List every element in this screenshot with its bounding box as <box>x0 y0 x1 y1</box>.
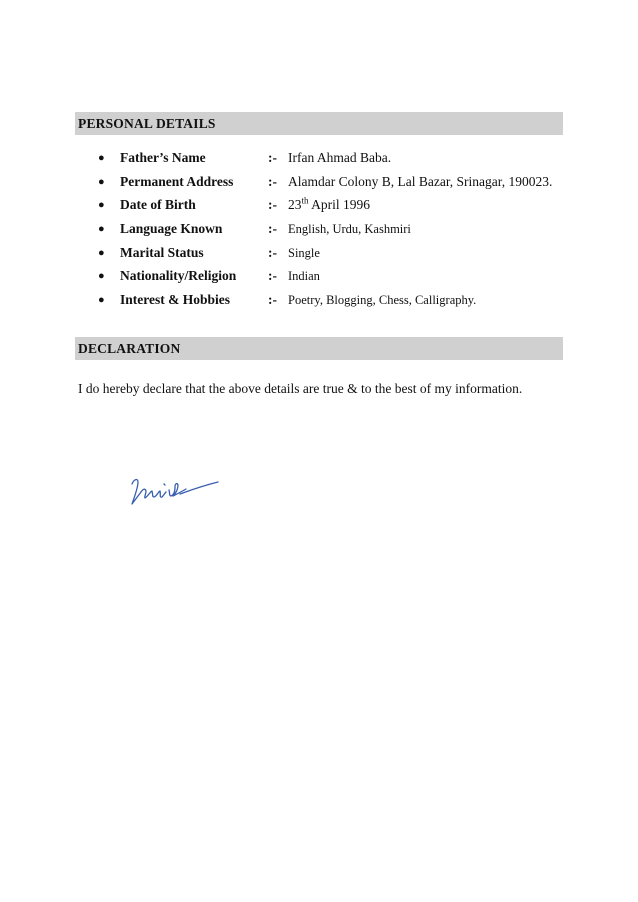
detail-row-permanent-address <box>98 172 568 196</box>
personal-details-list <box>98 148 568 314</box>
detail-label: Father’s Name <box>120 150 206 165</box>
detail-value: Alamdar Colony B, Lal Bazar, Srinagar, 190023. <box>288 173 553 189</box>
bullet-icon: ● <box>98 223 105 236</box>
detail-row-date-of-birth <box>98 195 568 219</box>
dob-rest: April 1996 <box>308 197 371 213</box>
declaration-heading: DECLARATION <box>75 337 563 360</box>
detail-separator: :- <box>268 197 277 213</box>
bullet-icon: ● <box>98 246 105 259</box>
detail-value: Single <box>288 245 320 260</box>
bullet-icon: ● <box>98 175 105 188</box>
personal-details-heading: PERSONAL DETAILS <box>75 112 563 135</box>
detail-separator: :- <box>268 268 277 284</box>
detail-separator: :- <box>268 221 277 237</box>
detail-value: Irfan Ahmad Baba. <box>288 150 392 165</box>
detail-separator: :- <box>268 173 277 189</box>
detail-label: Marital Status <box>120 244 204 260</box>
detail-value-date-of-birth <box>288 195 370 215</box>
detail-label: Language Known <box>120 221 223 237</box>
detail-separator: :- <box>268 150 277 165</box>
detail-row-language-known <box>98 219 568 243</box>
declaration-text: I do hereby declare that the above details are true & to the best of my information. <box>78 381 523 396</box>
bullet-icon: ● <box>98 294 105 307</box>
detail-value: English, Urdu, Kashmiri <box>288 222 411 237</box>
dob-suffix: th <box>301 195 309 206</box>
detail-label: Nationality/Religion <box>120 268 237 284</box>
detail-value: Indian <box>288 269 320 284</box>
detail-separator: :- <box>268 292 277 308</box>
detail-value: Poetry, Blogging, Chess, Calligraphy. <box>288 293 477 308</box>
signature <box>128 470 228 510</box>
detail-label: Date of Birth <box>120 197 196 213</box>
bullet-icon: ● <box>98 270 105 283</box>
bullet-icon: ● <box>98 199 105 212</box>
detail-row-marital-status <box>98 243 568 267</box>
bullet-icon: ● <box>98 152 105 164</box>
signature-strokes <box>132 480 218 504</box>
detail-label: Permanent Address <box>120 173 234 189</box>
detail-separator: :- <box>268 244 277 260</box>
detail-label: Interest & Hobbies <box>120 292 230 308</box>
detail-row-nationality-religion <box>98 266 568 290</box>
detail-row-fathers-name <box>98 148 568 172</box>
detail-row-interest-hobbies <box>98 290 568 314</box>
dob-day: 23 <box>288 197 302 213</box>
